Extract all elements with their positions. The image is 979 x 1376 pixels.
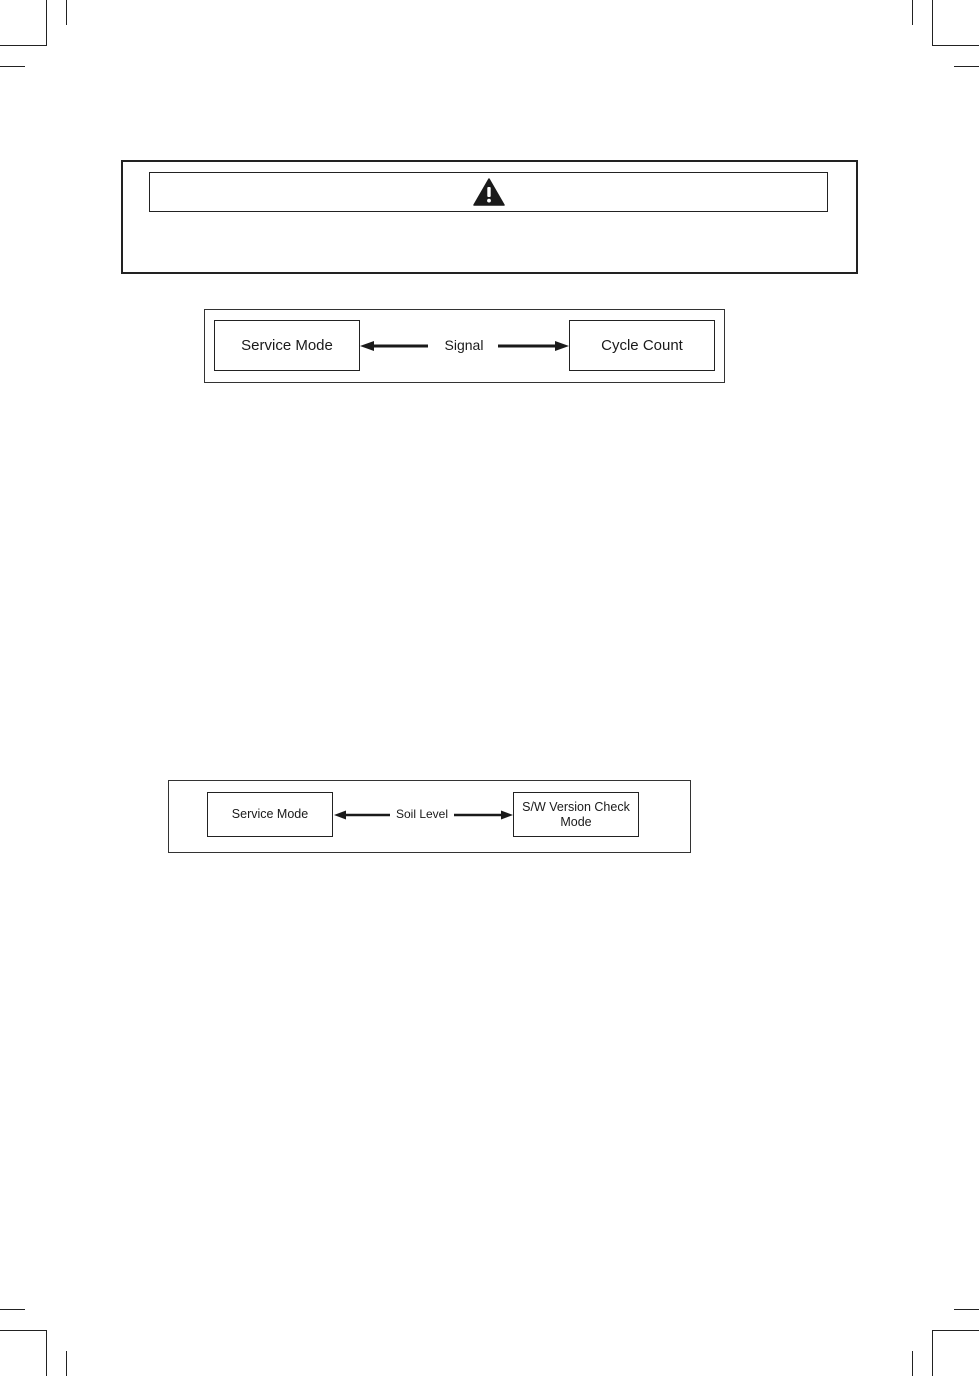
service-mode-label-2: Service Mode <box>231 807 309 822</box>
service-mode-label: Service Mode <box>241 336 333 354</box>
right-arrow <box>498 338 569 354</box>
sw-version-check-label-line2: Mode <box>560 814 592 829</box>
service-mode-box-2 <box>207 792 333 837</box>
warning-triangle-icon <box>473 178 505 206</box>
signal-label: Signal <box>432 337 496 353</box>
sw-version-check-label-line1: S/W Version Check <box>522 800 630 815</box>
left-arrow-2 <box>334 808 390 822</box>
cycle-count-label: Cycle Count <box>601 336 683 354</box>
warning-header <box>149 172 828 212</box>
cycle-count-box <box>569 320 715 371</box>
soil-level-label: Soil Level <box>391 807 453 821</box>
sw-version-check-box <box>513 792 639 837</box>
right-arrow-2 <box>454 808 513 822</box>
left-arrow <box>360 338 430 354</box>
service-mode-box <box>214 320 360 371</box>
